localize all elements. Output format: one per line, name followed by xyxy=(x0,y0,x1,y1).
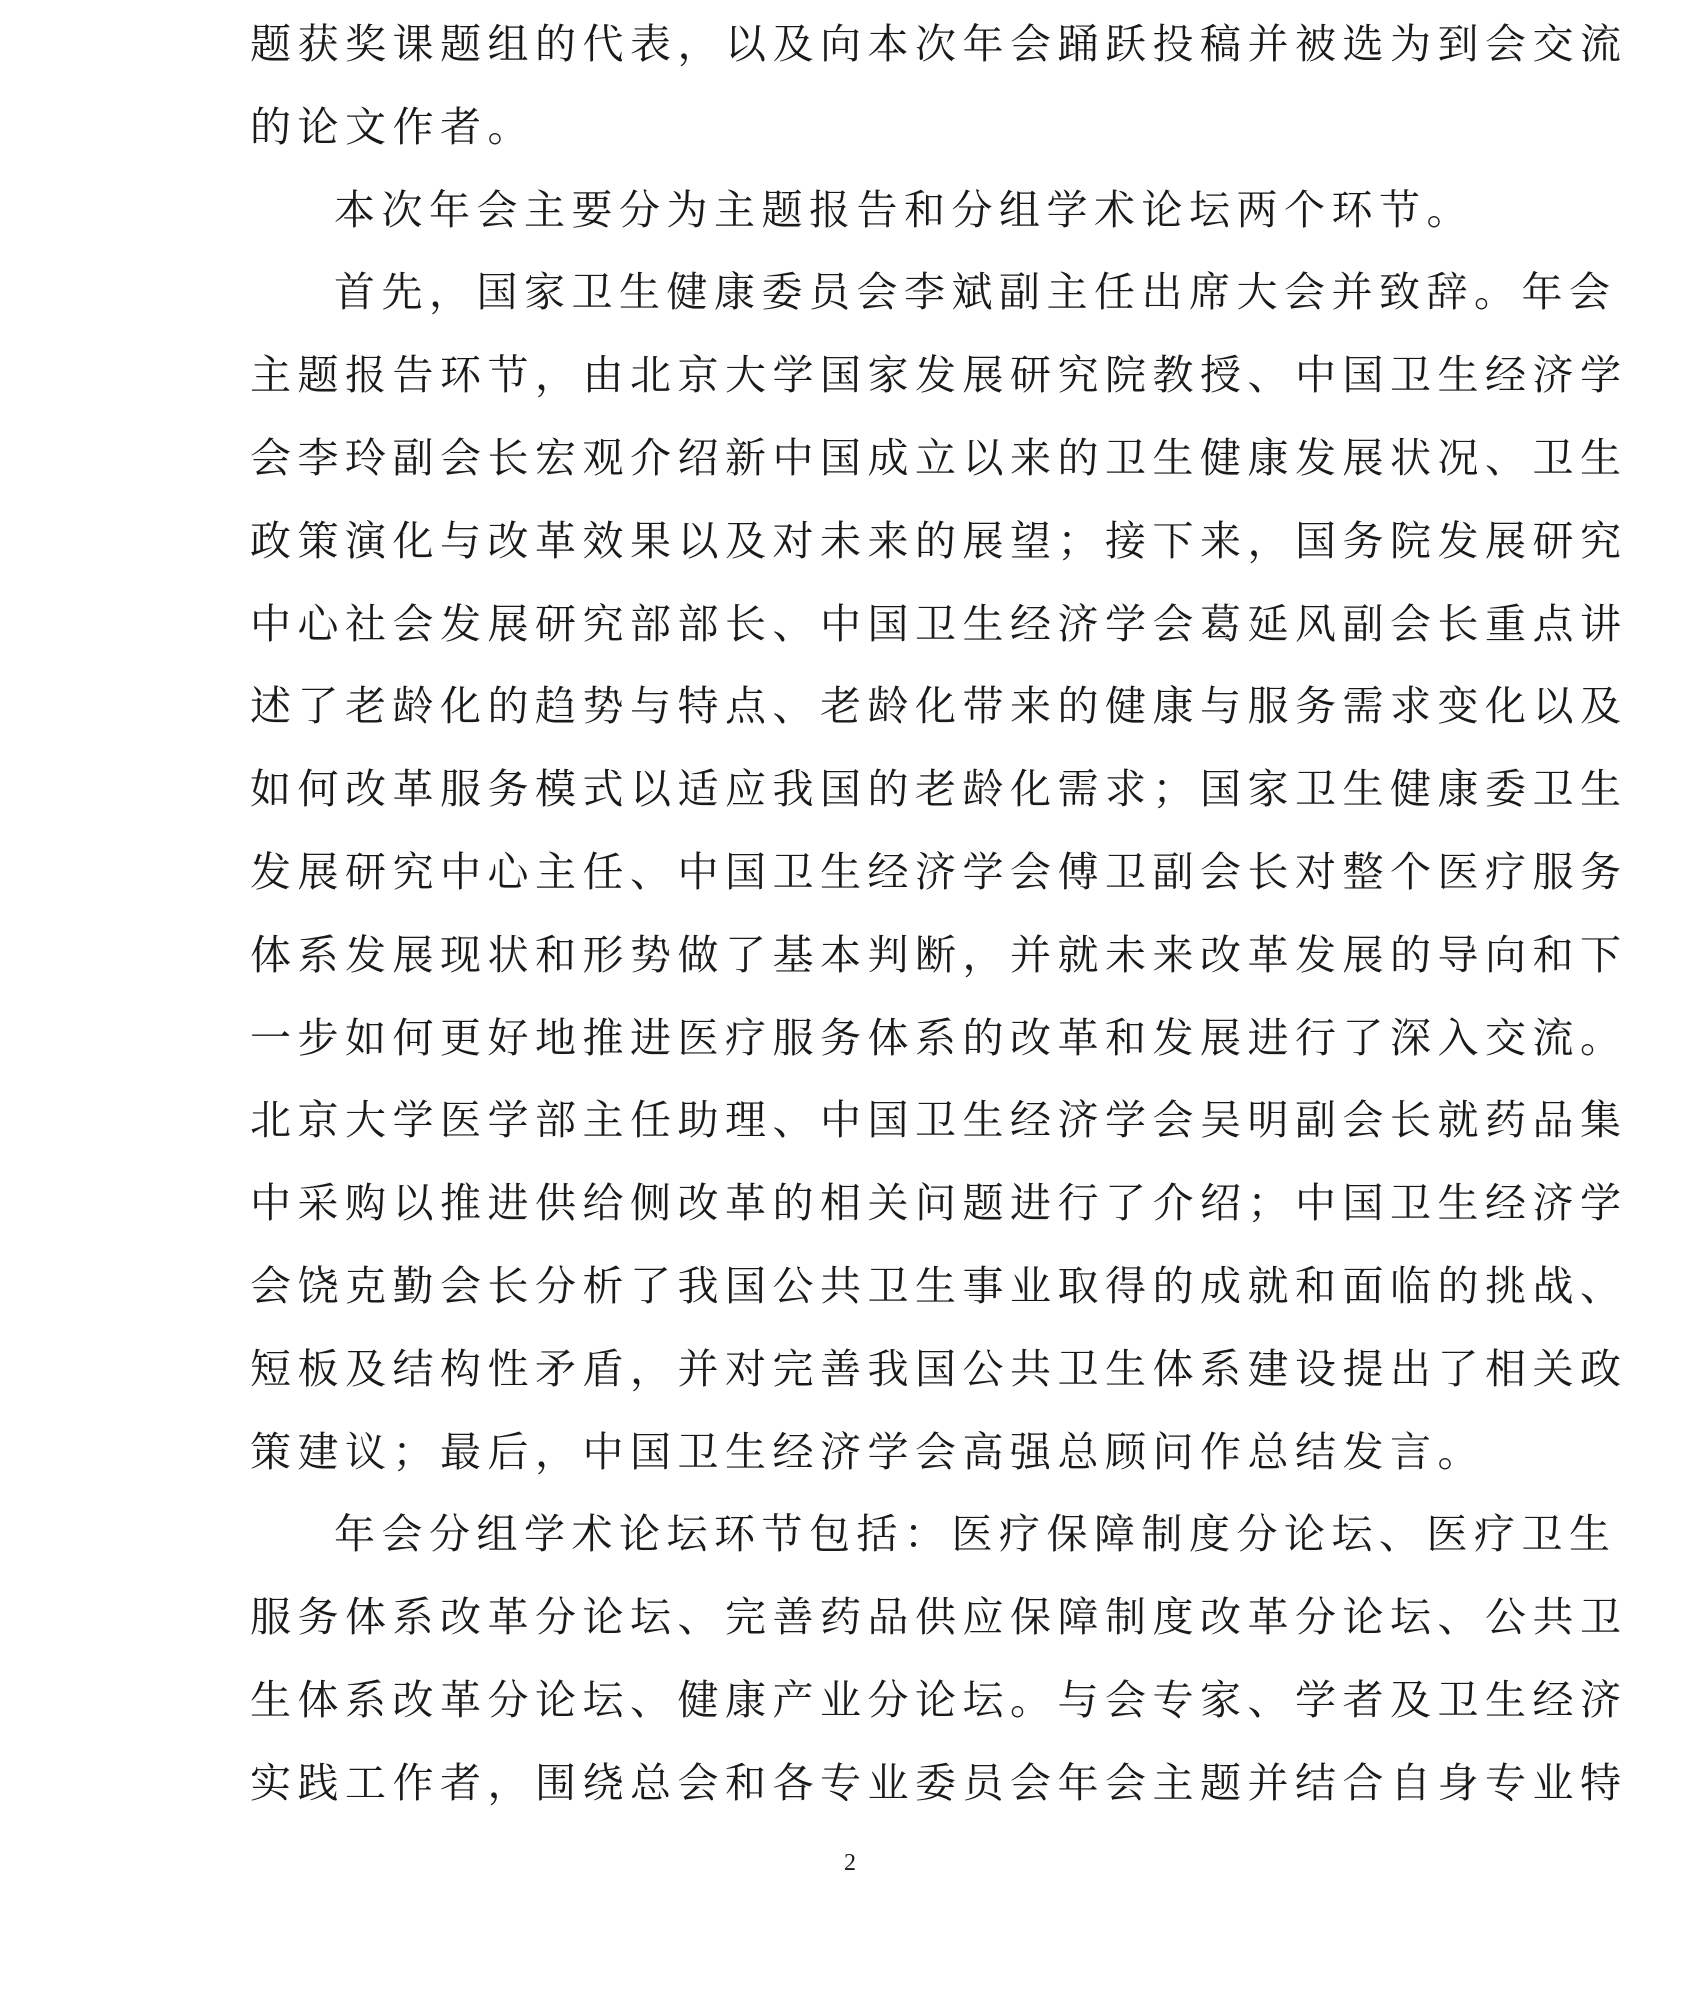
paragraph-line: 述了老龄化的趋势与特点、老龄化带来的健康与服务需求变化以及 xyxy=(250,682,1628,731)
paragraph-line: 如何改革服务模式以适应我国的老龄化需求；国家卫生健康委卫生 xyxy=(250,765,1628,814)
paragraph-line: 中采购以推进供给侧改革的相关问题进行了介绍；中国卫生经济学 xyxy=(250,1179,1628,1228)
page-number: 2 xyxy=(844,1850,856,1876)
paragraph-line: 体系发展现状和形势做了基本判断，并就未来改革发展的导向和下 xyxy=(250,930,1628,979)
paragraph-line: 政策演化与改革效果以及对未来的展望；接下来，国务院发展研究 xyxy=(250,516,1628,565)
paragraph-line: 会饶克勤会长分析了我国公共卫生事业取得的成就和面临的挑战、 xyxy=(250,1261,1628,1310)
paragraph-line: 实践工作者，围绕总会和各专业委员会年会主题并结合自身专业特 xyxy=(250,1758,1628,1807)
paragraph-line: 主题报告环节，由北京大学国家发展研究院教授、中国卫生经济学 xyxy=(250,351,1628,400)
paragraph-line: 本次年会主要分为主题报告和分组学术论坛两个环节。 xyxy=(334,185,1474,234)
paragraph-line: 年会分组学术论坛环节包括：医疗保障制度分论坛、医疗卫生 xyxy=(334,1510,1617,1559)
paragraph-line: 中心社会发展研究部部长、中国卫生经济学会葛延风副会长重点讲 xyxy=(250,599,1628,648)
document-page xyxy=(250,0,1628,2008)
paragraph-line: 生体系改革分论坛、健康产业分论坛。与会专家、学者及卫生经济 xyxy=(250,1675,1628,1724)
paragraph-line: 首先，国家卫生健康委员会李斌副主任出席大会并致辞。年会 xyxy=(334,268,1617,317)
paragraph-line: 一步如何更好地推进医疗服务体系的改革和发展进行了深入交流。 xyxy=(250,1013,1628,1062)
paragraph-line: 策建议；最后，中国卫生经济学会高强总顾问作总结发言。 xyxy=(250,1427,1485,1476)
paragraph-line: 会李玲副会长宏观介绍新中国成立以来的卫生健康发展状况、卫生 xyxy=(250,433,1628,482)
paragraph-line: 发展研究中心主任、中国卫生经济学会傅卫副会长对整个医疗服务 xyxy=(250,847,1628,896)
paragraph-line: 服务体系改革分论坛、完善药品供应保障制度改革分论坛、公共卫 xyxy=(250,1593,1628,1642)
paragraph-line: 北京大学医学部主任助理、中国卫生经济学会吴明副会长就药品集 xyxy=(250,1096,1628,1145)
paragraph-line: 题获奖课题组的代表，以及向本次年会踊跃投稿并被选为到会交流 xyxy=(250,20,1628,68)
body-text xyxy=(250,3,1628,1825)
paragraph-line: 短板及结构性矛盾，并对完善我国公共卫生体系建设提出了相关政 xyxy=(250,1344,1628,1393)
paragraph-line: 的论文作者。 xyxy=(250,102,535,151)
